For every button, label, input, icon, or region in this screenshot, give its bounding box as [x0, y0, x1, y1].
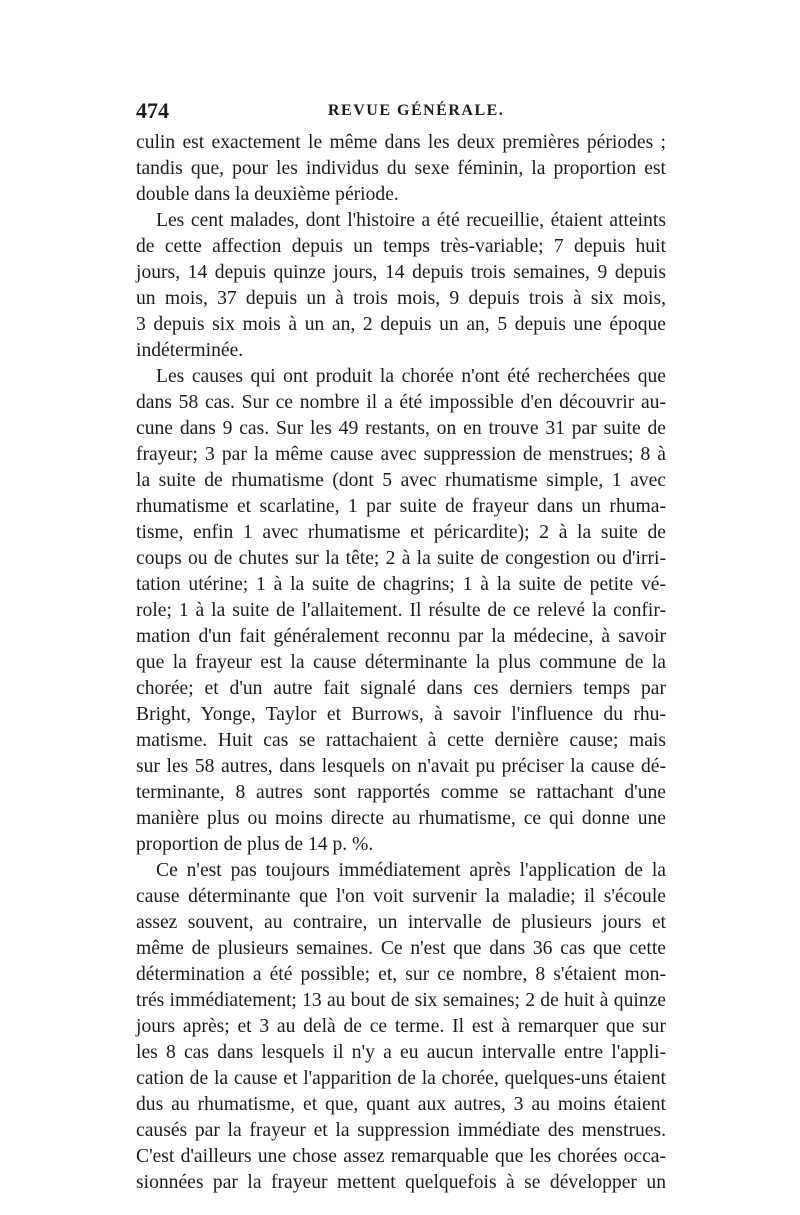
text-line: trés immédiatement; 13 au bout de six semaines; 2 de huit à quinze: [136, 990, 666, 1011]
text-line: Les cent malades, dont l'histoire a été recueillie, étaient atteints: [156, 210, 666, 231]
text-line: dus au rhumatisme, et que, quant aux autres, 3 au moins étaient: [136, 1094, 666, 1115]
text-line: mation d'un fait généralement reconnu par la médecine, à savoir: [136, 626, 666, 647]
text-line: même de plusieurs semaines. Ce n'est que dans 36 cas que cette: [136, 938, 666, 959]
text-line: culin est exactement le même dans les deux premières périodes ;: [136, 132, 666, 153]
text-line: role; 1 à la suite de l'allaitement. Il résulte de ce relevé la confir-: [136, 600, 666, 621]
text-line: tation utérine; 1 à la suite de chagrins; 1 à la suite de petite vé-: [136, 574, 666, 595]
page-header: [136, 98, 666, 124]
text-line: jours après; et 3 au delà de ce terme. Il est à remarquer que sur: [136, 1016, 666, 1037]
text-line: cune dans 9 cas. Sur les 49 restants, on en trouve 31 par suite de: [136, 418, 666, 439]
text-line: terminante, 8 autres sont rapportés comme se rattachant d'une: [136, 782, 666, 803]
text-line: indéterminée.: [136, 340, 244, 361]
text-line: causés par la frayeur et la suppression immédiate des menstrues.: [136, 1120, 666, 1141]
text-line: les 8 cas dans lesquels il n'y a eu aucun intervalle entre l'appli-: [136, 1042, 666, 1063]
text-line: manière plus ou moins directe au rhumatisme, ce qui donne une: [136, 808, 666, 829]
page-number: 474: [136, 98, 169, 123]
text-line: Les causes qui ont produit la chorée n'ont été recherchées que: [156, 366, 666, 387]
body-text: [136, 130, 666, 1196]
text-line: 3 depuis six mois à un an, 2 depuis un an, 5 depuis une époque: [136, 314, 666, 335]
text-line: dans 58 cas. Sur ce nombre il a été impossible d'en découvrir au-: [136, 392, 666, 413]
text-line: frayeur; 3 par la même cause avec suppression de menstrues; 8 à: [136, 444, 666, 465]
text-line: un mois, 37 depuis un à trois mois, 9 depuis trois à six mois,: [136, 288, 666, 309]
text-line: Ce n'est pas toujours immédiatement après l'application de la: [156, 860, 666, 881]
text-line: rhumatisme et scarlatine, 1 par suite de frayeur dans un rhuma-: [136, 496, 666, 517]
text-line: détermination a été possible; et, sur ce nombre, 8 s'étaient mon-: [136, 964, 666, 985]
text-line: matisme. Huit cas se rattachaient à cette dernière cause; mais: [136, 730, 666, 751]
text-line: cause déterminante que l'on voit survenir la maladie; il s'écoule: [136, 886, 666, 907]
text-line: de cette affection depuis un temps très-variable; 7 depuis huit: [136, 236, 666, 257]
running-title: REVUE GÉNÉRALE.: [328, 102, 505, 119]
text-line: jours, 14 depuis quinze jours, 14 depuis trois semaines, 9 depuis: [136, 262, 666, 283]
text-line: cation de la cause et l'apparition de la chorée, quelques-uns étaient: [136, 1068, 666, 1089]
text-line: tisme, enfin 1 avec rhumatisme et péricardite); 2 à la suite de: [136, 522, 666, 543]
text-line: double dans la deuxième période.: [136, 184, 399, 205]
text-line: sur les 58 autres, dans lesquels on n'avait pu préciser la cause dé-: [136, 756, 666, 777]
text-line: assez souvent, au contraire, un intervalle de plusieurs jours et: [136, 912, 666, 933]
text-line: proportion de plus de 14 p. %.: [136, 834, 374, 855]
text-line: Bright, Yonge, Taylor et Burrows, à savoir l'influence du rhu-: [136, 704, 666, 725]
text-line: C'est d'ailleurs une chose assez remarquable que les chorées occa-: [136, 1146, 666, 1167]
text-line: coups ou de chutes sur la tête; 2 à la suite de congestion ou d'irri-: [136, 548, 666, 569]
text-line: la suite de rhumatisme (dont 5 avec rhumatisme simple, 1 avec: [136, 470, 666, 491]
text-line: tandis que, pour les individus du sexe féminin, la proportion est: [136, 158, 666, 179]
text-line: chorée; et d'un autre fait signalé dans ces derniers temps par: [136, 678, 666, 699]
text-line: que la frayeur est la cause déterminante la plus commune de la: [136, 652, 666, 673]
text-line: sionnées par la frayeur mettent quelquefois à se développer un: [136, 1172, 666, 1193]
